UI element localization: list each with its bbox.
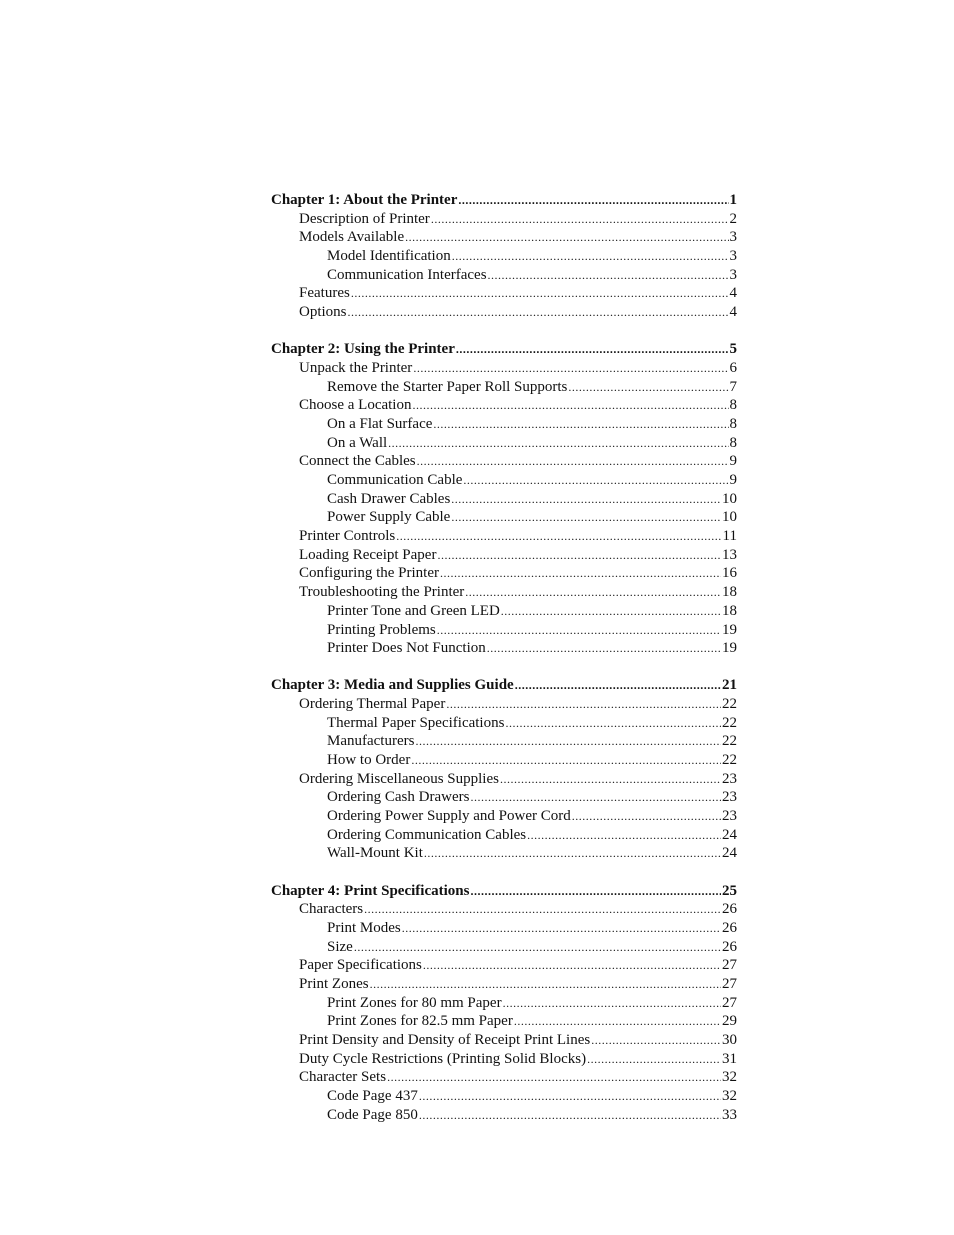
toc-section-entry[interactable]	[271, 994, 737, 1013]
toc-section-entry[interactable]	[271, 1106, 737, 1125]
toc-chapter-entry[interactable]	[271, 340, 737, 359]
toc-entry-title: Communication Cable	[327, 472, 463, 489]
toc-section-entry[interactable]	[271, 695, 737, 714]
toc-section-entry[interactable]	[271, 770, 737, 789]
toc-dot-leader	[487, 639, 721, 658]
toc-page-number: 32	[722, 1088, 737, 1105]
toc-entry-title: Characters	[299, 901, 364, 918]
toc-dot-leader	[456, 340, 729, 359]
toc-dot-leader	[451, 490, 721, 509]
toc-section-entry[interactable]	[271, 583, 737, 602]
toc-entry-title: Ordering Thermal Paper	[299, 695, 446, 712]
toc-dot-leader	[458, 191, 728, 210]
toc-entry-title: Models Available	[299, 229, 405, 246]
toc-entry-title: Connect the Cables	[299, 453, 416, 470]
toc-section-entry[interactable]	[271, 938, 737, 957]
toc-section-entry[interactable]	[271, 527, 737, 546]
toc-section-entry[interactable]	[271, 602, 737, 621]
toc-section-entry[interactable]	[271, 490, 737, 509]
toc-entry-title: Chapter 1: About the Printer	[271, 192, 458, 208]
toc-page-number: 26	[722, 938, 737, 955]
toc-page-number: 11	[722, 528, 737, 545]
toc-page-number: 23	[722, 808, 737, 825]
toc-section-entry[interactable]	[271, 751, 737, 770]
toc-entry-title: Description of Printer	[299, 210, 430, 227]
toc-entry-title: Features	[299, 285, 350, 302]
toc-dot-leader	[451, 508, 721, 527]
toc-section-entry[interactable]	[271, 546, 737, 565]
toc-entry-title: Troubleshooting the Printer	[299, 584, 465, 601]
toc-dot-leader	[405, 228, 728, 247]
toc-dot-leader	[488, 266, 729, 285]
toc-section-entry[interactable]	[271, 1087, 737, 1106]
toc-page-number: 24	[722, 826, 737, 843]
toc-page-number: 23	[722, 770, 737, 787]
toc-page-number: 31	[722, 1050, 737, 1067]
toc-page-number: 30	[722, 1032, 737, 1049]
toc-entry-title: Configuring the Printer	[299, 565, 439, 582]
toc-entry-title: Ordering Cash Drawers	[327, 789, 470, 806]
toc-page-number: 21	[722, 677, 737, 694]
toc-dot-leader	[413, 359, 728, 378]
toc-section-entry[interactable]	[271, 471, 737, 490]
toc-dot-leader	[587, 1050, 721, 1069]
toc-dot-leader	[387, 1068, 721, 1087]
toc-entry-title: Loading Receipt Paper	[299, 546, 437, 563]
toc-dot-leader	[423, 956, 721, 975]
toc-dot-leader	[354, 938, 721, 957]
toc-entry-title: Communication Interfaces	[327, 266, 487, 283]
toc-chapter-entry[interactable]	[271, 676, 737, 695]
toc-dot-leader	[591, 1031, 721, 1050]
toc-section-entry[interactable]	[271, 396, 737, 415]
toc-page-number: 27	[722, 994, 737, 1011]
toc-entry-title: Power Supply Cable	[327, 509, 451, 526]
toc-entry-title: Ordering Miscellaneous Supplies	[299, 770, 499, 787]
toc-dot-leader	[465, 583, 721, 602]
toc-section-entry[interactable]	[271, 807, 737, 826]
toc-entry-title: Printer Controls	[299, 528, 396, 545]
toc-page-number: 26	[722, 901, 737, 918]
toc-dot-leader	[503, 994, 721, 1013]
toc-dot-leader	[515, 676, 721, 695]
toc-page-number: 10	[722, 490, 737, 507]
toc-entry-title: Printer Does Not Function	[327, 640, 486, 657]
toc-section-entry[interactable]	[271, 564, 737, 583]
toc-section-entry[interactable]	[271, 1012, 737, 1031]
toc-entry-title: How to Order	[327, 752, 411, 769]
toc-section-entry[interactable]	[271, 732, 737, 751]
toc-page-number: 18	[722, 584, 737, 601]
toc-dot-leader	[364, 900, 721, 919]
toc-entry-title: Unpack the Printer	[299, 359, 413, 376]
toc-entry-title: Print Zones	[299, 975, 369, 992]
toc-entry-title: Print Density and Density of Receipt Print Lines	[299, 1032, 591, 1049]
toc-page-number: 10	[722, 509, 737, 526]
toc-section-entry[interactable]	[271, 1050, 737, 1069]
toc-page-number: 2	[729, 210, 737, 227]
toc-dot-leader	[419, 1106, 721, 1125]
toc-dot-leader	[402, 919, 721, 938]
toc-section-entry[interactable]	[271, 919, 737, 938]
toc-section-entry[interactable]	[271, 452, 737, 471]
toc-dot-leader	[514, 1012, 721, 1031]
toc-section-entry[interactable]	[271, 284, 737, 303]
toc-section-entry[interactable]	[271, 247, 737, 266]
toc-dot-leader	[527, 826, 721, 845]
toc-dot-leader	[433, 415, 728, 434]
toc-page-number: 9	[729, 453, 737, 470]
toc-section-entry[interactable]	[271, 621, 737, 640]
toc-dot-leader	[396, 527, 721, 546]
toc-chapter-entry[interactable]	[271, 882, 737, 901]
toc-dot-leader	[500, 770, 721, 789]
toc-entry-title: Ordering Communication Cables	[327, 826, 527, 843]
toc-dot-leader	[470, 882, 721, 901]
toc-page-number: 27	[722, 957, 737, 974]
toc-section-entry[interactable]	[271, 956, 737, 975]
toc-dot-leader	[437, 546, 721, 565]
toc-dot-leader	[463, 471, 728, 490]
toc-dot-leader	[388, 434, 728, 453]
toc-page-number: 23	[722, 789, 737, 806]
table-of-contents	[271, 191, 737, 1124]
toc-page-number: 24	[722, 845, 737, 862]
toc-section-entry[interactable]	[271, 415, 737, 434]
toc-page-number: 22	[722, 733, 737, 750]
toc-page-number: 27	[722, 975, 737, 992]
toc-entry-title: Chapter 4: Print Specifications	[271, 882, 470, 899]
toc-dot-leader	[505, 714, 721, 733]
toc-entry-title: Size	[327, 938, 353, 955]
toc-page-number: 8	[729, 415, 737, 432]
toc-entry-title: Cash Drawer Cables	[327, 490, 451, 507]
toc-section-entry[interactable]	[271, 788, 737, 807]
toc-section-entry[interactable]	[271, 210, 737, 229]
toc-page-number: 1	[729, 192, 737, 208]
toc-page-number: 4	[729, 304, 737, 321]
toc-dot-leader	[411, 751, 721, 770]
toc-page-number: 26	[722, 919, 737, 936]
toc-page-number: 4	[729, 285, 737, 302]
toc-dot-leader	[412, 396, 728, 415]
toc-page-number: 3	[729, 248, 737, 265]
toc-entry-title: Remove the Starter Paper Roll Supports	[327, 378, 568, 395]
toc-section-entry[interactable]	[271, 639, 737, 658]
toc-entry-title: Code Page 850	[327, 1106, 418, 1123]
toc-section-entry[interactable]	[271, 975, 737, 994]
toc-entry-title: Choose a Location	[299, 397, 412, 414]
toc-section-entry[interactable]	[271, 1068, 737, 1087]
toc-entry-title: Chapter 2: Using the Printer	[271, 341, 455, 358]
toc-chapter-entry[interactable]	[271, 191, 737, 210]
toc-entry-title: Printing Problems	[327, 621, 436, 638]
toc-dot-leader	[424, 844, 721, 863]
toc-page-number: 19	[722, 640, 737, 657]
toc-dot-leader	[431, 210, 729, 229]
toc-page-number: 5	[729, 341, 737, 358]
toc-entry-title: Chapter 3: Media and Supplies Guide	[271, 677, 514, 694]
toc-entry-title: On a Wall	[327, 434, 388, 451]
toc-page-number: 19	[722, 621, 737, 638]
toc-page-number: 9	[729, 472, 737, 489]
toc-dot-leader	[568, 378, 728, 397]
toc-dot-leader	[452, 247, 729, 266]
toc-entry-title: Printer Tone and Green LED	[327, 602, 500, 619]
toc-entry-title: Ordering Power Supply and Power Cord	[327, 808, 571, 825]
toc-entry-title: Options	[299, 304, 347, 321]
toc-entry-title: Thermal Paper Specifications	[327, 714, 505, 731]
toc-dot-leader	[446, 695, 721, 714]
toc-page-number: 29	[722, 1013, 737, 1030]
toc-section-entry[interactable]	[271, 714, 737, 733]
toc-entry-title: Print Zones for 80 mm Paper	[327, 994, 502, 1011]
toc-dot-leader	[419, 1087, 721, 1106]
toc-page-number: 18	[722, 602, 737, 619]
toc-page-number: 13	[722, 546, 737, 563]
toc-page-number: 8	[729, 397, 737, 414]
toc-entry-title: Code Page 437	[327, 1088, 418, 1105]
toc-dot-leader	[437, 621, 721, 640]
toc-page-number: 22	[722, 714, 737, 731]
toc-page-number: 25	[722, 882, 737, 899]
toc-section-entry[interactable]	[271, 1031, 737, 1050]
toc-entry-title: On a Flat Surface	[327, 415, 433, 432]
toc-section-entry[interactable]	[271, 359, 737, 378]
toc-entry-title: Model Identification	[327, 248, 451, 265]
toc-dot-leader	[440, 564, 721, 583]
toc-section-entry[interactable]	[271, 266, 737, 285]
toc-dot-leader	[417, 452, 729, 471]
toc-page-number: 3	[729, 266, 737, 283]
toc-entry-title: Wall-Mount Kit	[327, 845, 423, 862]
toc-entry-title: Paper Specifications	[299, 957, 422, 974]
toc-entry-title: Manufacturers	[327, 733, 415, 750]
toc-page-number: 6	[729, 359, 737, 376]
toc-page-number: 22	[722, 695, 737, 712]
toc-dot-leader	[370, 975, 721, 994]
toc-page-number: 7	[729, 378, 737, 395]
toc-dot-leader	[415, 732, 721, 751]
toc-dot-leader	[501, 602, 721, 621]
toc-page-number: 22	[722, 752, 737, 769]
toc-dot-leader	[351, 284, 729, 303]
toc-section-entry[interactable]	[271, 434, 737, 453]
toc-section-entry[interactable]	[271, 900, 737, 919]
toc-page-number: 32	[722, 1069, 737, 1086]
toc-entry-title: Character Sets	[299, 1069, 387, 1086]
toc-section-entry[interactable]	[271, 303, 737, 322]
toc-page-number: 33	[722, 1106, 737, 1123]
toc-page-number: 8	[729, 434, 737, 451]
toc-dot-leader	[348, 303, 729, 322]
toc-entry-title: Print Modes	[327, 919, 401, 936]
toc-dot-leader	[470, 788, 721, 807]
toc-page-number: 3	[729, 229, 737, 246]
toc-section-entry[interactable]	[271, 228, 737, 247]
toc-section-entry[interactable]	[271, 508, 737, 527]
toc-entry-title: Duty Cycle Restrictions (Printing Solid Blocks)	[299, 1050, 587, 1067]
toc-entry-title: Print Zones for 82.5 mm Paper	[327, 1013, 513, 1030]
toc-dot-leader	[572, 807, 721, 826]
toc-page-number: 16	[722, 565, 737, 582]
toc-section-entry[interactable]	[271, 844, 737, 863]
toc-section-entry[interactable]	[271, 826, 737, 845]
toc-section-entry[interactable]	[271, 378, 737, 397]
